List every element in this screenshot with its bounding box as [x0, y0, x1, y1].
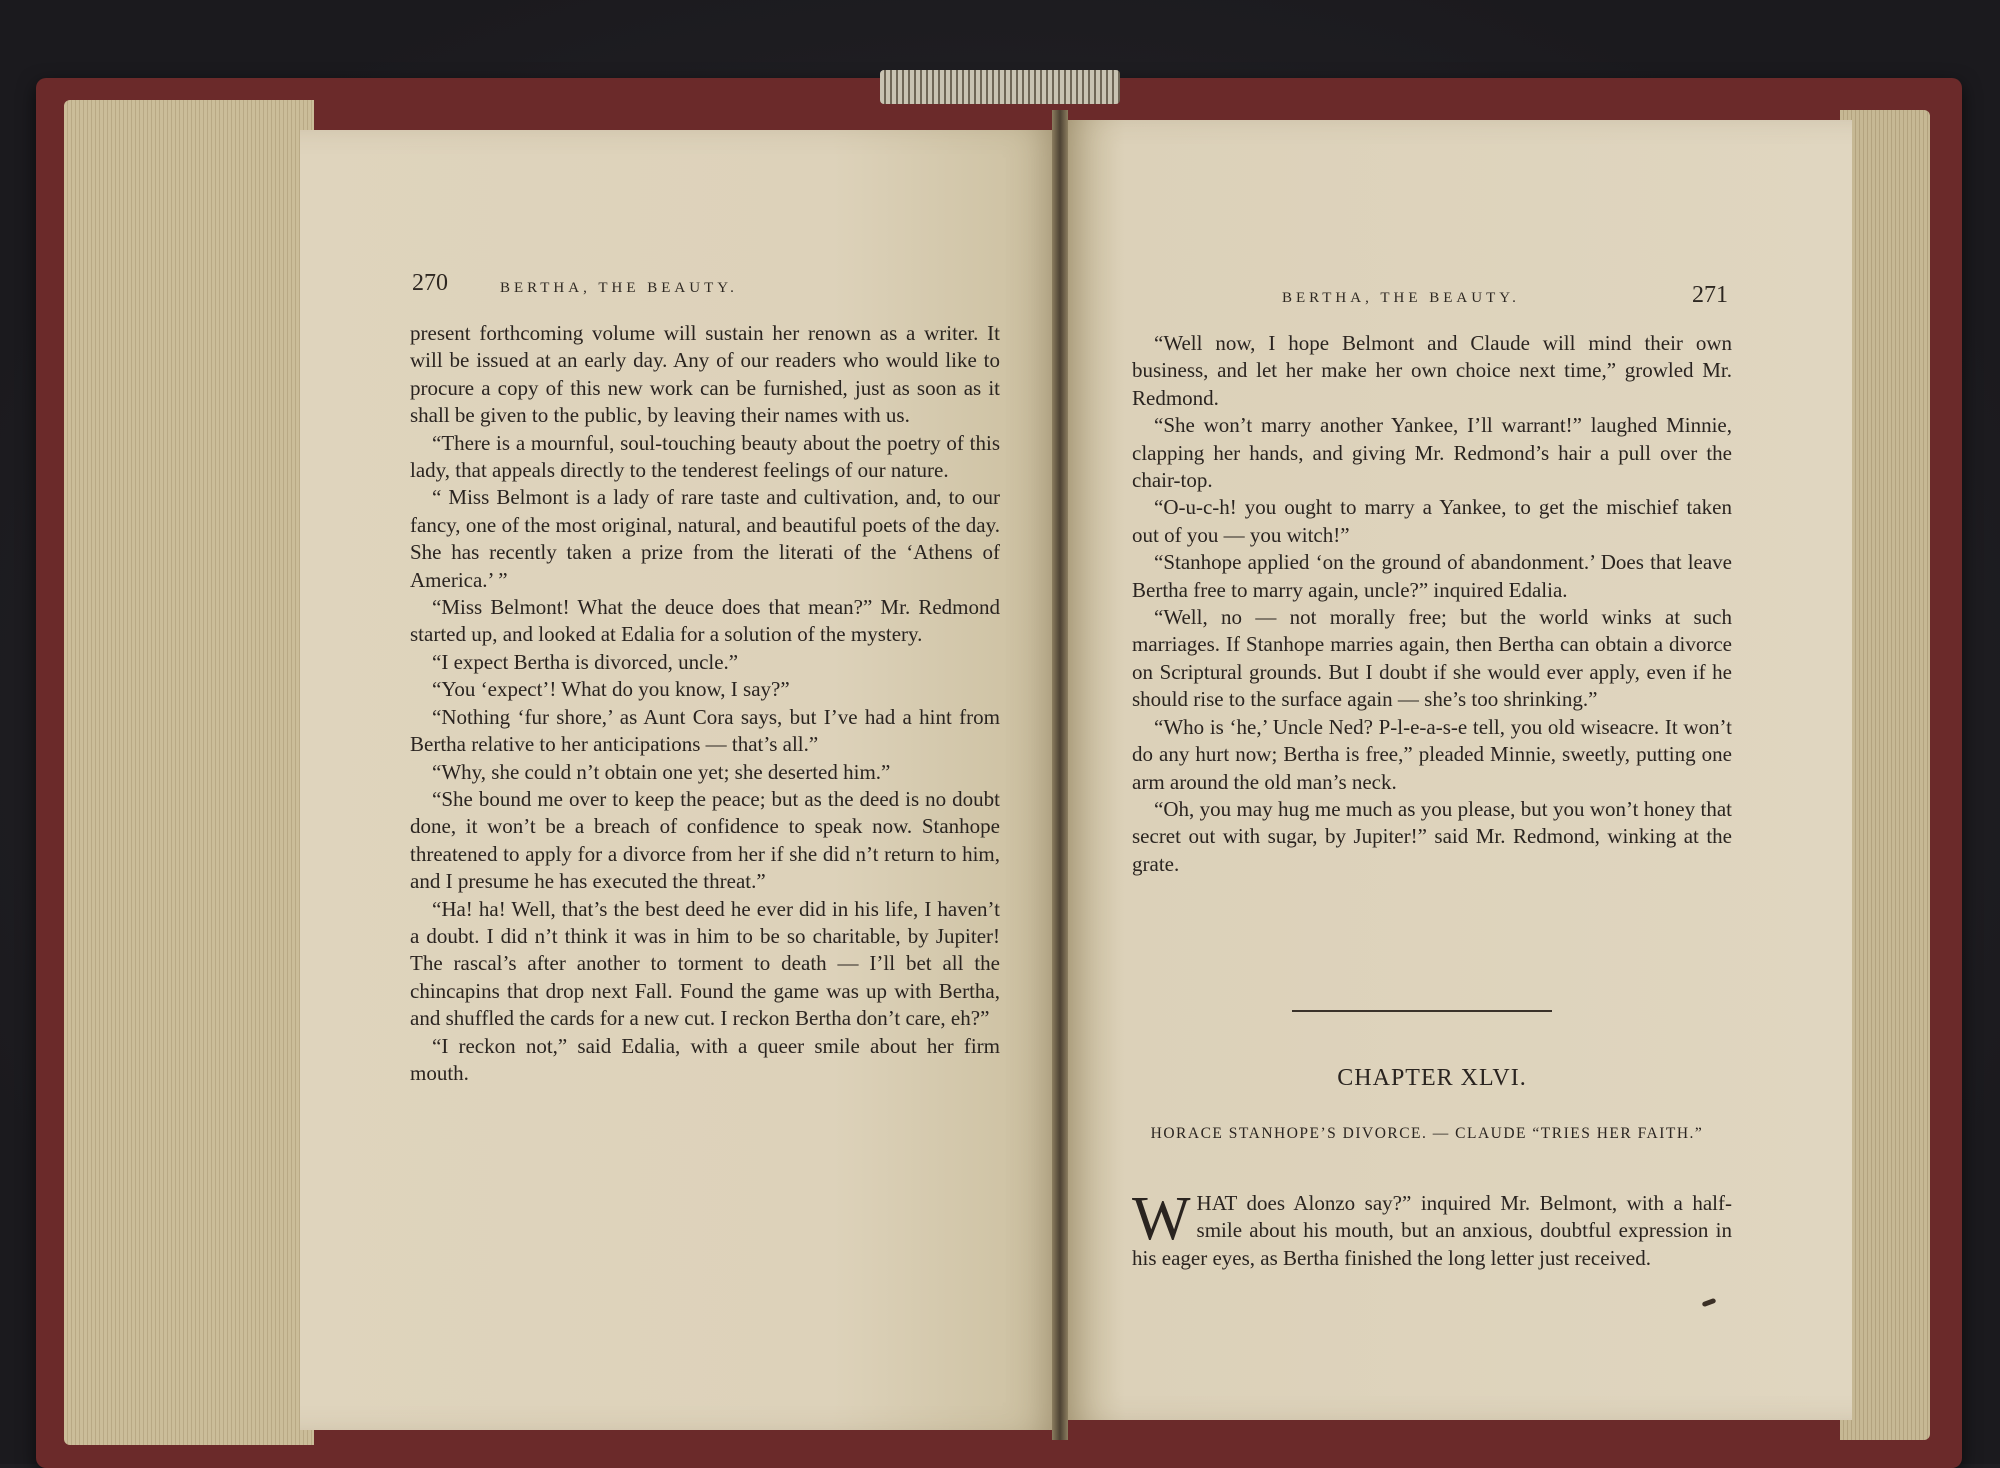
ink-smudge — [1702, 1298, 1717, 1307]
paragraph: “Well now, I hope Belmont and Claude will mind their own business, and let her make her own choice next time,” growled Mr. Redmond. — [1132, 331, 1732, 410]
paragraph: “ Miss Belmont is a lady of rare taste and cultivation, and, to our fancy, one of the most original, natural, and beautiful poets of the day. She has recently taken a prize from the literati of the ‘Athens of America.’ ” — [410, 485, 1000, 592]
paragraph: “Well, no — not morally free; but the world winks at such marriages. If Stanhope marries again, then Bertha can obtain a divorce on Scriptural grounds. But I doubt if she would ever apply, even if he should rise to the surface again — she’s too shrinking.” — [1132, 605, 1732, 712]
paragraph: “I expect Bertha is divorced, uncle.” — [432, 649, 739, 674]
paragraph: “She won’t marry another Yankee, I’ll warrant!” laughed Minnie, clapping her hands, and giving Mr. Redmond’s hair a pull over the chair-top. — [1132, 413, 1732, 493]
paragraph: “O-u-c-h! you ought to marry a Yankee, to get the mischief taken out of you — you witch!” — [1132, 495, 1732, 547]
paragraph: “Stanhope applied ‘on the ground of abandonment.’ Does that leave Bertha free to marry again, uncle?” inquired Edalia. — [1132, 550, 1732, 602]
right-page — [1062, 120, 1852, 1420]
chapter-opening-text: HAT does Alonzo say?” inquired Mr. Belmont, with a half-smile about his mouth, but an anxious, doubtful expression in his eager eyes, as Bertha finished the long letter just received. — [1132, 1191, 1732, 1270]
page-edges-right — [1840, 110, 1930, 1440]
drop-cap: W — [1132, 1185, 1191, 1253]
paragraph: “Why, she could n’t obtain one yet; she deserted him.” — [432, 759, 891, 784]
paragraph: “Ha! ha! Well, that’s the best deed he ever did in his life, I haven’t a doubt. I did n’t think it was in him to be so charitable, by Jupiter! The rascal’s after another to torment to death — I’ll bet all the chincapins that drop next Fall. Found the game was up with Bertha, and shuffled the cards for a new cut. I reckon Bertha don’t care, eh?” — [410, 896, 1000, 1031]
page-number: 270 — [412, 270, 448, 296]
paragraph: “You ‘expect’! What do you know, I say?” — [432, 677, 790, 702]
paragraph: “There is a mournful, soul-touching beauty about the poetry of this lady, that appeals directly to the tenderest feelings of our nature. — [410, 430, 1000, 483]
paragraph: “Miss Belmont! What the deuce does that mean?” Mr. Redmond started up, and looked at Edalia for a solution of the mystery. — [410, 595, 1000, 647]
paragraph: “Who is ‘he,’ Uncle Ned? P-l-e-a-s-e tell, you old wiseacre. It won’t do any hurt now; Bertha is free,” pleaded Minnie, sweetly, putting one arm around the old man’s neck. — [1132, 714, 1732, 794]
book-gutter — [1052, 110, 1068, 1440]
right-page-body — [1132, 330, 1732, 878]
left-page — [300, 130, 1060, 1430]
chapter-opening — [1132, 1185, 1732, 1272]
running-head: BERTHA, THE BEAUTY. — [1282, 290, 1520, 306]
page-edges-left — [64, 100, 314, 1445]
book-spine-headband — [880, 70, 1120, 104]
left-page-body — [410, 320, 1000, 1087]
chapter-subtitle: HORACE STANHOPE’S DIVORCE. — CLAUDE “TRIES HER FAITH.” — [1150, 1125, 1704, 1142]
paragraph: “I reckon not,” said Edalia, with a queer smile about her firm mouth. — [410, 1033, 1000, 1085]
running-head: BERTHA, THE BEAUTY. — [500, 280, 738, 296]
paragraph: present forthcoming volume will sustain her renown as a writer. It will be issued at an early day. Any of our readers who would like to procure a copy of this new work can be furnished, just as soon as it shall be given to the public, by leaving their names with us. — [410, 321, 1000, 428]
section-divider — [1292, 1010, 1552, 1012]
chapter-title: CHAPTER XLVI. — [1337, 1065, 1527, 1091]
page-number: 271 — [1692, 282, 1728, 308]
paragraph: “Nothing ‘fur shore,’ as Aunt Cora says, but I’ve had a hint from Bertha relative to her anticipations — that’s all.” — [410, 704, 1000, 757]
paragraph: “She bound me over to keep the peace; but as the deed is no doubt done, it won’t be a breach of confidence to speak now. Stanhope threatened to apply for a divorce from her if she did n’t return to him, and I presume he has executed the threat.” — [410, 786, 1000, 894]
paragraph: “Oh, you may hug me much as you please, but you won’t honey that secret out with sugar, by Jupiter!” said Mr. Redmond, winking at the grate. — [1132, 796, 1732, 876]
